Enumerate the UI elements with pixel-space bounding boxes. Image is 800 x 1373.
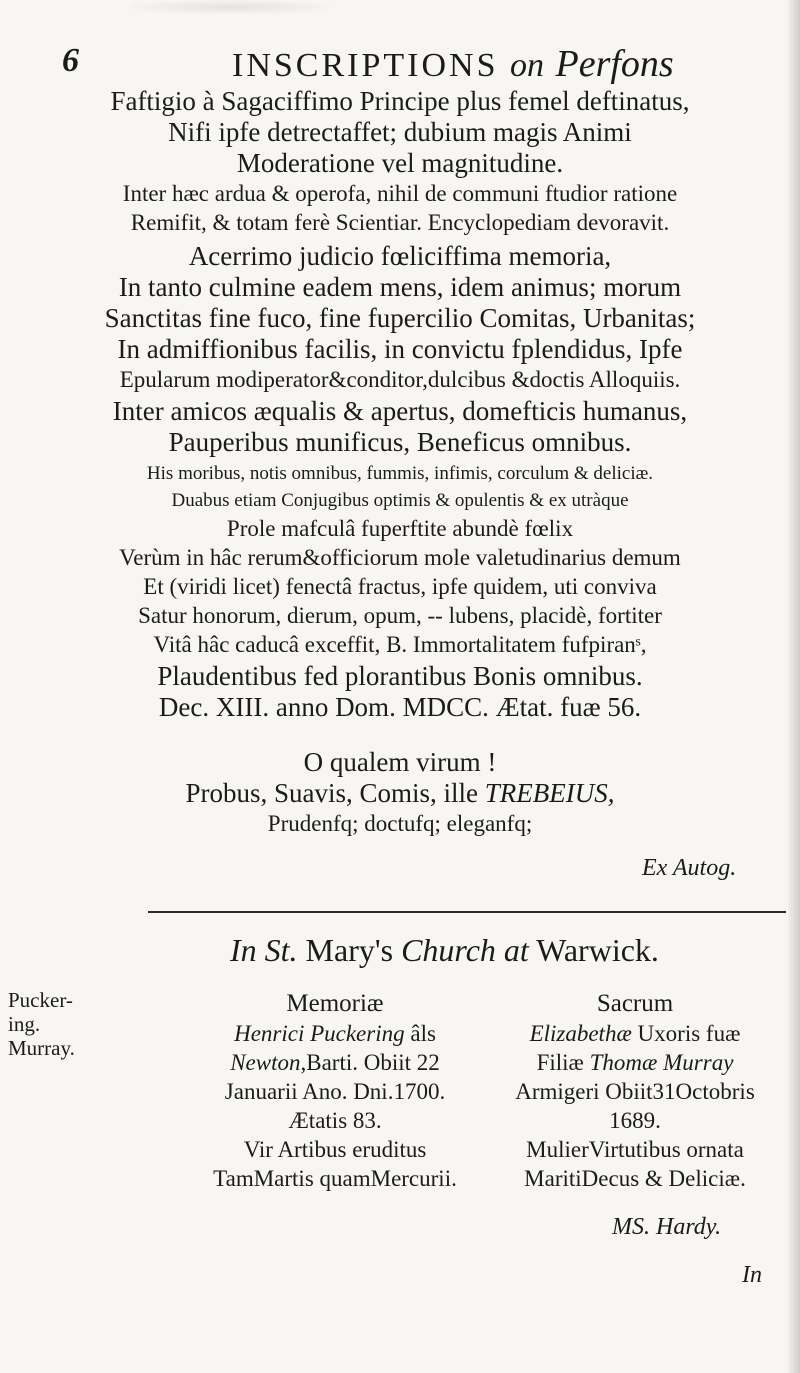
closing-line3: Prudenfq; doctufq; eleganfq; — [267, 811, 533, 836]
right-col-line4: 1689. — [609, 1108, 661, 1133]
running-head-italic: Perfons — [555, 43, 674, 85]
inscription-line: Moderatione vel magnitudine. — [236, 148, 564, 178]
right-col-title: Sacrum — [596, 990, 674, 1017]
inscription-line: Epularum modiperator&conditor,dulcibus &doctis Alloquiis. — [119, 367, 681, 392]
inscription-line: Et (viridi licet) fenectâ fractus, ipfe quidem, uti conviva — [143, 574, 657, 599]
margin-note: Pucker- ing. Murray. — [8, 988, 75, 1060]
heading-mary: Mary's — [305, 932, 394, 968]
right-col-line3: Armigeri Obiit31Octobris — [515, 1079, 755, 1104]
inscription-line: Verùm in hâc rerum&officiorum mole valetudinarius demum — [119, 545, 681, 570]
inscription-line: In tanto culmine eadem mens, idem animus; morum — [118, 272, 682, 302]
paper-stain — [130, 0, 330, 14]
running-head — [232, 42, 674, 86]
left-col-line3: Januarii Ano. Dni.1700. — [224, 1079, 446, 1104]
left-col-line2 — [190, 1050, 480, 1076]
husband-alias-word: âls — [404, 1021, 436, 1046]
husband-death-start: ,Barti. Obiit 22 — [300, 1050, 440, 1075]
inscription-line: Satur honorum, dierum, opum, -- lubens, placidè, fortiter — [138, 603, 662, 628]
closing-name: TREBEIUS, — [484, 778, 615, 808]
inscription-line: Acerrimo judicio fœliciffima memoria, — [188, 241, 612, 271]
father-name: Thomæ Murray — [589, 1050, 734, 1075]
right-col-line5: MulierVirtutibus ornata — [526, 1137, 744, 1162]
heading-in-st: In St. — [230, 932, 298, 968]
inscription-line: His moribus, notis omnibus, fummis, infimis, corculum & deliciæ. — [146, 463, 654, 484]
source-attribution-2: MS. Hardy. — [612, 1214, 722, 1240]
inscription-line: Faftigio à Sagaciffimo Principe plus femel deftinatus, — [110, 86, 690, 116]
inscription-line: Inter amicos æqualis & apertus, domefticis humanus, — [112, 396, 688, 426]
inscription-line: Sanctitas fine fuco, fine fupercilio Comitas, Urbanitas; — [104, 303, 696, 333]
section-divider — [148, 911, 786, 913]
inscription-line: Inter hæc ardua & operofa, nihil de communi ftudior ratione — [122, 181, 678, 206]
catchword: In — [742, 1262, 762, 1288]
running-head-connector: on — [509, 47, 544, 84]
inscription-line: Plaudentibus fed plorantibus Bonis omnibus. — [157, 661, 643, 691]
daughter-of: Filiæ — [536, 1050, 590, 1075]
left-col-line4: Ætatis 83. — [288, 1108, 382, 1133]
closing-virtues — [0, 778, 800, 809]
husband-name: Henrici Puckering — [234, 1021, 405, 1046]
inscription-line: Remifit, & totam ferè Scientiar. Encyclopediam devoravit. — [130, 210, 670, 235]
wife-relation: Uxoris fuæ — [631, 1021, 741, 1046]
left-col-line5: Vir Artibus eruditus — [243, 1137, 427, 1162]
source-attribution: Ex Autog. — [642, 855, 737, 881]
running-head-main: INSCRIPTIONS — [232, 47, 499, 84]
wife-name: Elizabethæ — [529, 1021, 632, 1046]
left-col-name — [190, 1021, 480, 1047]
left-col-line6: TamMartis quamMercurii. — [213, 1166, 457, 1191]
inscription-line: Pauperibus munificus, Beneficus omnibus. — [168, 427, 632, 457]
inscription-line: Duabus etiam Conjugibus optimis & opulentis & ex utràque — [171, 490, 629, 511]
closing-virtues-text: Probus, Suavis, Comis, ille — [185, 778, 479, 808]
page-number: 6 — [62, 42, 79, 79]
heading-place: Warwick. — [536, 932, 659, 968]
right-col-line2 — [470, 1050, 800, 1076]
inscription-line: Prole mafculâ fuperftite abundè fœlix — [226, 516, 574, 541]
inscription-line: In admiffionibus facilis, in convictu fplendidus, Ipfe — [117, 334, 683, 364]
husband-surname: Newton — [230, 1050, 301, 1075]
right-col-line6: MaritiDecus & Deliciæ. — [524, 1166, 746, 1191]
left-col-title: Memoriæ — [286, 990, 384, 1017]
heading-church: Church at — [401, 932, 529, 968]
inscription-line: Nifi ipfe detrectaffet; dubium magis Animi — [168, 117, 632, 147]
right-col-name — [470, 1021, 800, 1047]
section-heading — [230, 932, 659, 969]
closing-exclamation: O qualem virum ! — [303, 747, 497, 777]
inscription-line: Vitâ hâc caducâ exceffit, B. Immortalitatem fufpiranˢ, — [153, 632, 647, 657]
inscription-line: Dec. XIII. anno Dom. MDCC. Ætat. fuæ 56. — [158, 692, 642, 722]
